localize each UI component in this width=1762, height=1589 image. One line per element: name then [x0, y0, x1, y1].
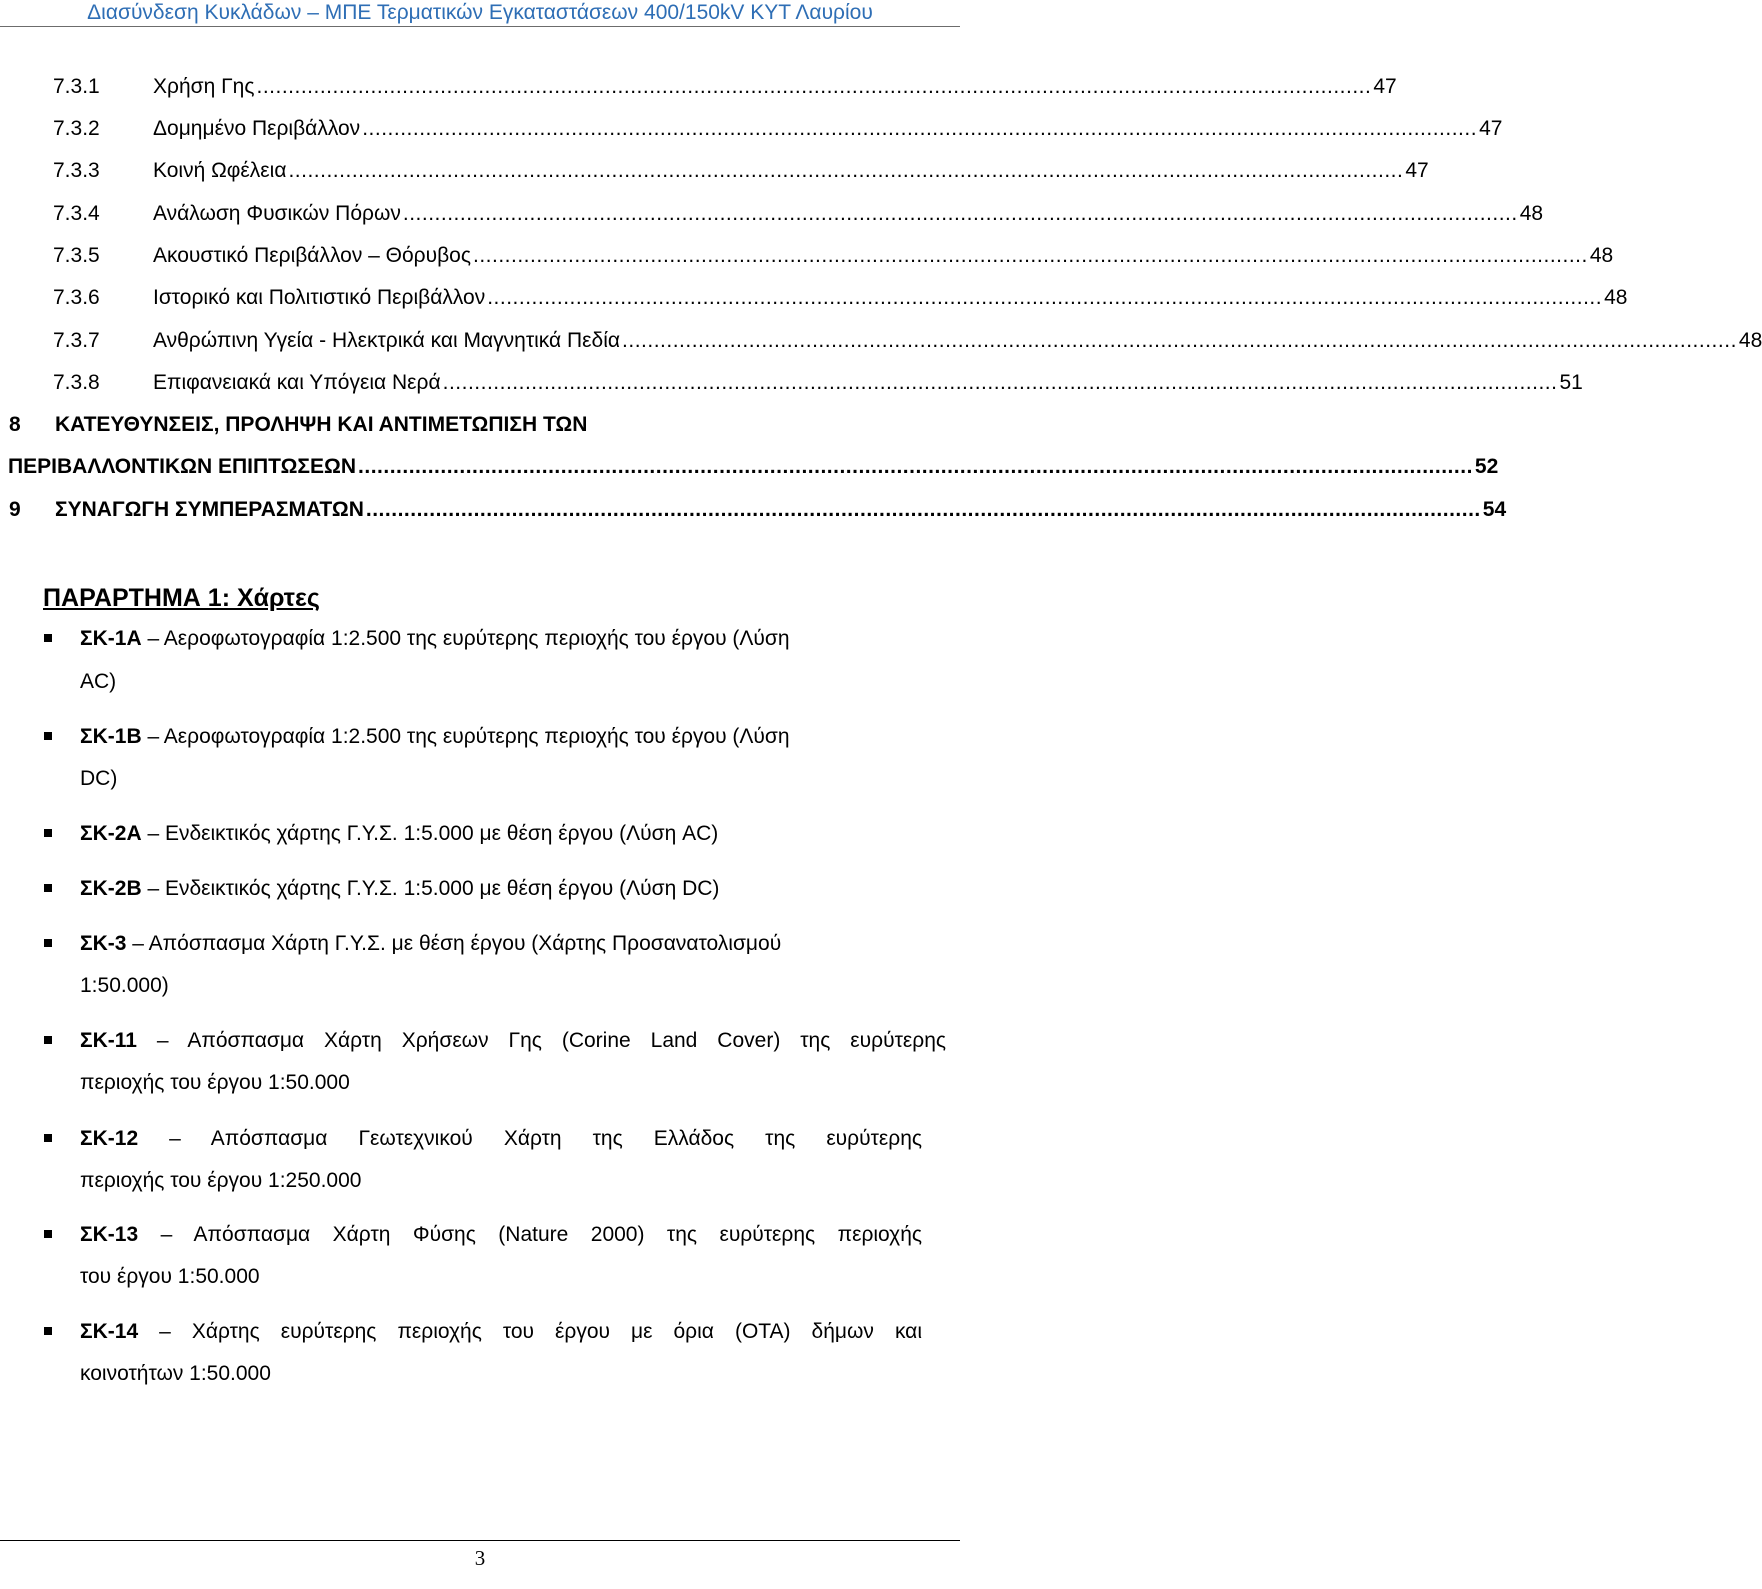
map-item-line [80, 819, 946, 849]
toc-chapter-number: 8 [9, 413, 21, 436]
toc-chapter-9[interactable] [0, 495, 1507, 525]
square-bullet-icon [44, 732, 52, 740]
map-description: – Χάρτης ευρύτερης περιοχής του έργου με όρια (ΟΤΑ) δήμων και [138, 1320, 922, 1343]
toc-chapter-number: 9 [9, 498, 21, 521]
toc-chapter-page: 52 [1474, 455, 1499, 478]
map-description: – Απόσπασμα Χάρτη Χρήσεων Γης (Corine Land Cover) της ευρύτερης [136, 1029, 946, 1052]
map-item-line-continued: περιοχής του έργου 1:50.000 [80, 1071, 350, 1094]
map-description: – Αεροφωτογραφία 1:2.500 της ευρύτερης περιοχής του έργου (Λύση [141, 627, 790, 650]
toc-entry-title: Επιφανειακά και Υπόγεια Νερά [153, 371, 441, 394]
toc-entry-title: Ανάλωση Φυσικών Πόρων [153, 202, 401, 225]
map-code: ΣΚ-2Α [80, 822, 142, 845]
square-bullet-icon [44, 939, 52, 947]
toc-dot-leader: ................................................................................................................................................................................ [256, 75, 1372, 98]
map-code: ΣΚ-13 [80, 1223, 139, 1246]
map-item-line [80, 1220, 922, 1250]
map-code: ΣΚ-1Α [80, 627, 142, 650]
toc-chapter-8[interactable] [0, 410, 960, 440]
toc-chapter-title: ΚΑΤΕΥΘΥΝΣΕΙΣ, ΠΡΟΛΗΨΗ ΚΑΙ ΑΝΤΙΜΕΤΩΠΙΣΗ ΤΩΝ [55, 413, 588, 436]
map-code: ΣΚ-3 [80, 932, 127, 955]
toc-entry-title: Ανθρώπινη Υγεία - Ηλεκτρικά και Μαγνητικά Πεδία [153, 329, 621, 352]
toc-entry-page: 47 [1405, 159, 1429, 182]
toc-entry[interactable] [0, 326, 1762, 356]
map-description: – Απόσπασμα Γεωτεχνικού Χάρτη της Ελλάδος της ευρύτερης [138, 1127, 922, 1150]
running-header-title: Διασύνδεση Κυκλάδων – ΜΠΕ Τερματικών Εγκαταστάσεων 400/150kV ΚΥΤ Λαυρίου [87, 1, 873, 24]
toc-entry-title: Ακουστικό Περιβάλλον – Θόρυβος [153, 244, 471, 267]
toc-dot-leader: ................................................................................................................................................................................ [358, 455, 1473, 478]
map-item-line [80, 722, 946, 752]
map-item-line [80, 929, 946, 959]
map-code: ΣΚ-11 [80, 1029, 137, 1052]
toc-entry-number: 7.3.7 [53, 329, 100, 352]
map-item-line-continued: κοινοτήτων 1:50.000 [80, 1362, 271, 1385]
map-code: ΣΚ-12 [80, 1127, 139, 1150]
toc-dot-leader: ................................................................................................................................................................................ [365, 498, 1481, 521]
toc-entry-number: 7.3.3 [53, 159, 100, 182]
toc-entry-page: 47 [1479, 117, 1503, 140]
toc-chapter-title-continued: ΠΕΡΙΒΑΛΛΟΝΤΙΚΩΝ ΕΠΙΠΤΩΣΕΩΝ [8, 455, 357, 478]
map-code: ΣΚ-14 [80, 1320, 139, 1343]
map-item-line [80, 1026, 946, 1056]
map-description: – Ενδεικτικός χάρτης Γ.Υ.Σ. 1:5.000 με θέση έργου (Λύση AC) [141, 822, 719, 845]
map-description: – Απόσπασμα Χάρτη Φύσης (Nature 2000) της ευρύτερης περιοχής [138, 1223, 922, 1246]
toc-dot-leader: ................................................................................................................................................................................ [402, 202, 1518, 225]
toc-entry-page: 48 [1738, 329, 1762, 352]
toc-entry[interactable] [0, 283, 1628, 313]
map-item-line-continued: DC) [80, 767, 118, 790]
map-item-line [80, 874, 946, 904]
map-item-line [80, 624, 946, 654]
map-description: – Αεροφωτογραφία 1:2.500 της ευρύτερης περιοχής του έργου (Λύση [141, 725, 790, 748]
map-description: – Απόσπασμα Χάρτη Γ.Υ.Σ. με θέση έργου (Χάρτης Προσανατολισμού [126, 932, 782, 955]
toc-dot-leader: ................................................................................................................................................................................ [442, 371, 1558, 394]
footer-rule [0, 1540, 960, 1541]
toc-entry[interactable] [0, 72, 1397, 102]
square-bullet-icon [44, 1230, 52, 1238]
map-item-line-continued: AC) [80, 670, 117, 693]
square-bullet-icon [44, 829, 52, 837]
toc-dot-leader: ................................................................................................................................................................................ [487, 286, 1603, 309]
toc-entry-page: 48 [1604, 286, 1628, 309]
appendix-heading: ΠΑΡΑΡΤΗΜΑ 1: Χάρτες [43, 584, 320, 612]
toc-entry-number: 7.3.2 [53, 117, 100, 140]
square-bullet-icon [44, 884, 52, 892]
map-code: ΣΚ-2Β [80, 877, 142, 900]
toc-chapter-title: ΣΥΝΑΓΩΓΗ ΣΥΜΠΕΡΑΣΜΑΤΩΝ [55, 498, 364, 521]
toc-entry-page: 51 [1559, 371, 1583, 394]
toc-entry-number: 7.3.6 [53, 286, 100, 309]
square-bullet-icon [44, 634, 52, 642]
toc-dot-leader: ................................................................................................................................................................................ [288, 159, 1404, 182]
map-description: – Ενδεικτικός χάρτης Γ.Υ.Σ. 1:5.000 με θέση έργου (Λύση DC) [141, 877, 720, 900]
toc-entry[interactable] [0, 241, 1614, 271]
map-item-line-continued: του έργου 1:50.000 [80, 1265, 260, 1288]
square-bullet-icon [44, 1036, 52, 1044]
toc-entry[interactable] [0, 199, 1544, 229]
toc-dot-leader: ................................................................................................................................................................................ [472, 244, 1588, 267]
toc-chapter-page: 54 [1482, 498, 1507, 521]
toc-dot-leader: ................................................................................................................................................................................ [622, 329, 1737, 352]
toc-entry-title: Ιστορικό και Πολιτιστικό Περιβάλλον [153, 286, 486, 309]
toc-dot-leader: ................................................................................................................................................................................ [362, 117, 1478, 140]
page-number: 3 [474, 1546, 486, 1570]
map-item-line-continued: 1:50.000) [80, 974, 169, 997]
map-code: ΣΚ-1Β [80, 725, 142, 748]
toc-entry[interactable] [0, 368, 1583, 398]
map-item-line-continued: περιοχής του έργου 1:250.000 [80, 1169, 362, 1192]
toc-entry-number: 7.3.5 [53, 244, 100, 267]
map-item-line [80, 1317, 922, 1347]
toc-entry-page: 48 [1519, 202, 1544, 225]
toc-entry[interactable] [0, 156, 1429, 186]
toc-entry-number: 7.3.4 [53, 202, 100, 225]
header-rule [0, 26, 960, 27]
toc-entry-number: 7.3.1 [53, 75, 100, 98]
toc-entry-title: Κοινή Ωφέλεια [153, 159, 287, 182]
toc-entry-page: 47 [1373, 75, 1397, 98]
toc-entry[interactable] [0, 114, 1503, 144]
square-bullet-icon [44, 1327, 52, 1335]
toc-entry-title: Χρήση Γης [153, 75, 255, 98]
map-item-line [80, 1124, 922, 1154]
toc-entry-page: 48 [1589, 244, 1614, 267]
toc-entry-title: Δομημένο Περιβάλλον [153, 117, 361, 140]
toc-chapter-8-continued[interactable] [0, 452, 1499, 482]
toc-entry-number: 7.3.8 [53, 371, 100, 394]
square-bullet-icon [44, 1134, 52, 1142]
